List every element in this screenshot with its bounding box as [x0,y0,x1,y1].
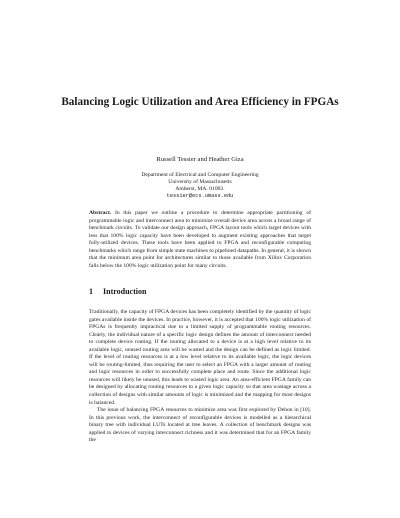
affiliation [0,172,400,200]
affiliation-university: University of Massachusetts [168,179,232,186]
abstract-text: In this paper we outline a procedure to determine appropriate partitioning of programmable logic and interconnect area to minimize overall device area across a broad range of benchmark circuits. To validate our design approach, FPGA layout tools which target devices with less that 100% logic capacity have been developed to augment existing approaches that target fully-utilized devices. These tools have been applied to FPGA and reconfigurable computing benchmarks which range from simple state machines to pipelined datapaths. In general, it is shown that the minimum area point for architectures similar to those available from Xilinx Corporation falls below the 100% logic utilization point for many circuits. [89,210,311,269]
section-title: Introduction [103,287,147,296]
abstract [89,210,311,270]
body-paragraph: The issue of balancing FPGA resources to minimize area was first explored by Dehon in [10]. In this previous work, the interconnect of reconfigurable devices is modelled as a hierarchical binary tree with individual LUTs located at tree leaves. A collection of benchmark designs was applied to devices of varying interconnect richness and it was determined that for an FPGA family the [89,407,311,444]
authors: Russell Tessier and Heather Giza [156,156,244,163]
affiliation-address: Amherst, MA. 01003. [175,186,225,193]
affiliation-department: Department of Electrical and Computer Engineering [141,172,259,178]
section-body [89,309,311,445]
abstract-label: Abstract. [89,210,112,216]
body-paragraph: Traditionally, the capacity of FPGA devices has been completely identified by the quantity of logic gates available inside the devices. In practice, however, it is accepted that 100% logic utilization of FPGAs is frequently impractical due to a limited supply of programmable routing resources. Clearly, the individual nature of a specific logic design defines the amount of interconnect needed to complete device routing. If the routing allocated to a device is at a high level relative to its available logic, unused routing area will be wasted and the design can be defined as logic limited. If the level of routing resources is at a low level relative to its available logic, the logic devices will be routing-limited, thus requiring the user to select an FPGA with a larger amount of routing and logic resources in order to successfully complete place and route. Since the additional logic resources will likely be unused, this leads to wasted logic area. An area-efficient FPGA family can be designed by allocating routing resources to a given logic capacity so that area wastage across a collection of designs with similar amounts of logic is minimized and the mapping for most designs is balanced. [89,309,311,406]
paper-title: Balancing Logic Utilization and Area Efficiency in FPGAs [61,96,339,108]
section-heading [89,287,146,296]
author-email: tessier@ecs.umass.edu [166,193,234,200]
section-number: 1 [89,287,93,296]
